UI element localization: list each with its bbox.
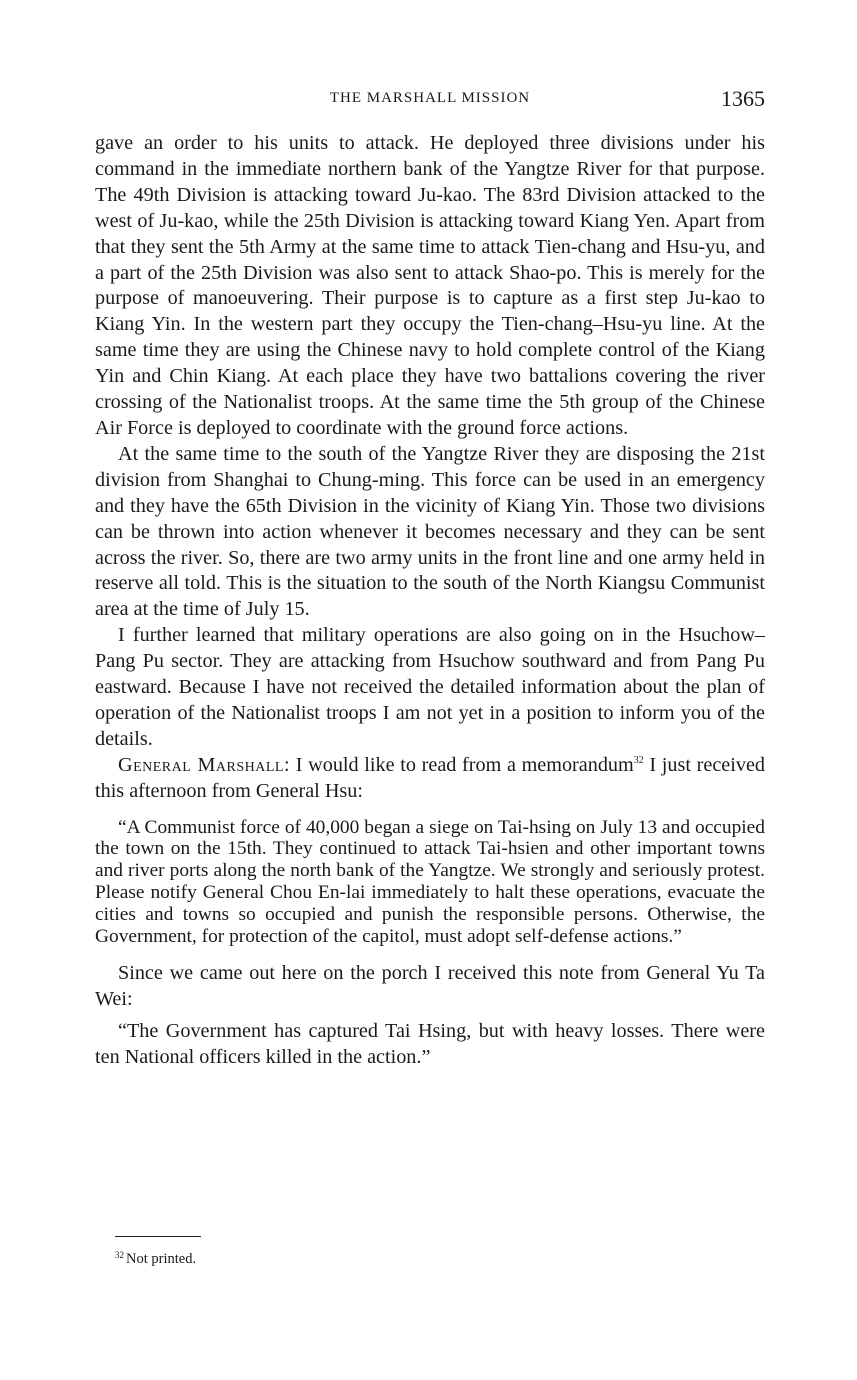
footnote-divider (115, 1236, 201, 1237)
quote-note: “The Government has captured Tai Hsing, but with heavy losses. There were ten National officers killed in the action.” (95, 1020, 765, 1069)
paragraph-4-text-b: I just received this afternoon from General Hsu: (95, 753, 765, 802)
paragraph-4-text-a: I would like to read from a memorandum (290, 753, 634, 776)
paragraph-5: Since we came out here on the porch I received this note from General Yu Ta Wei: (95, 962, 765, 1011)
footnote-text: Not printed. (126, 1251, 197, 1267)
page-number: 1365 (721, 86, 765, 111)
paragraph-3: I further learned that military operations are also going on in the Hsuchow–Pang Pu sector. They are attacking from Hsuchow southward and from Pang Pu eastward. Because I have not received the detailed information about the plan of operation of the Nationalist troops I am not yet in a position to inform you of the details. (95, 624, 765, 750)
footnote (115, 1251, 196, 1268)
body-text (95, 131, 765, 1071)
block-quote-memorandum: “A Communist force of 40,000 began a siege on Tai-hsing on July 13 and occupied the town on the 15th. They continued to attack Tai-hsien and other important towns and river ports along the north bank of the Yangtze. We strongly and seriously protest. Please notify General Chou En-lai immediately to halt these operations, evacuate the cities and towns so occupied and punish the responsible persons. Otherwise, the Government, for protection of the capitol, must adopt self-defense actions.” (95, 816, 765, 947)
paragraph-4 (95, 753, 765, 805)
paragraph-1: gave an order to his units to attack. He deployed three divisions under his command in the immediate northern bank of the Yangtze River for that purpose. The 49th Division is attacking toward Ju-kao. The 83rd Division attacked to the west of Ju-kao, while the 25th Division is attacking toward Kiang Yen. Apart from that they sent the 5th Army at the same time to attack Tien-chang and Hsu-yu, and a part of the 25th Division was also sent to attack Shao-po. This is merely for the purpose of manoeuvering. Their purpose is to capture as a first step Ju-kao to Kiang Yin. In the western part they occupy the Tien-chang–Hsu-yu line. At the same time they are using the Chinese navy to hold complete control of the Kiang Yin and Chin Kiang. At each place they have two battalions covering the river crossing of the Nationalist troops. At the same time the 5th group of the Chinese Air Force is deployed to coordinate with the ground force actions. (95, 132, 765, 439)
footnote-number: 32 (115, 1250, 124, 1260)
page-header (95, 86, 765, 116)
footnote-reference: 32 (633, 754, 644, 766)
paragraph-2: At the same time to the south of the Yangtze River they are disposing the 21st division from Shanghai to Chung-ming. This force can be used in an emergency and they have the 65th Division in the vicinity of Kiang Yin. Those two divisions can be thrown into action whenever it becomes necessary and they can be sent across the river. So, there are two army units in the front line and one army held in reserve all told. This is the situation to the south of the North Kiangsu Communist area at the time of July 15. (95, 442, 765, 621)
running-title: THE MARSHALL MISSION (329, 90, 531, 106)
speaker-name: General Marshall: (118, 753, 291, 776)
